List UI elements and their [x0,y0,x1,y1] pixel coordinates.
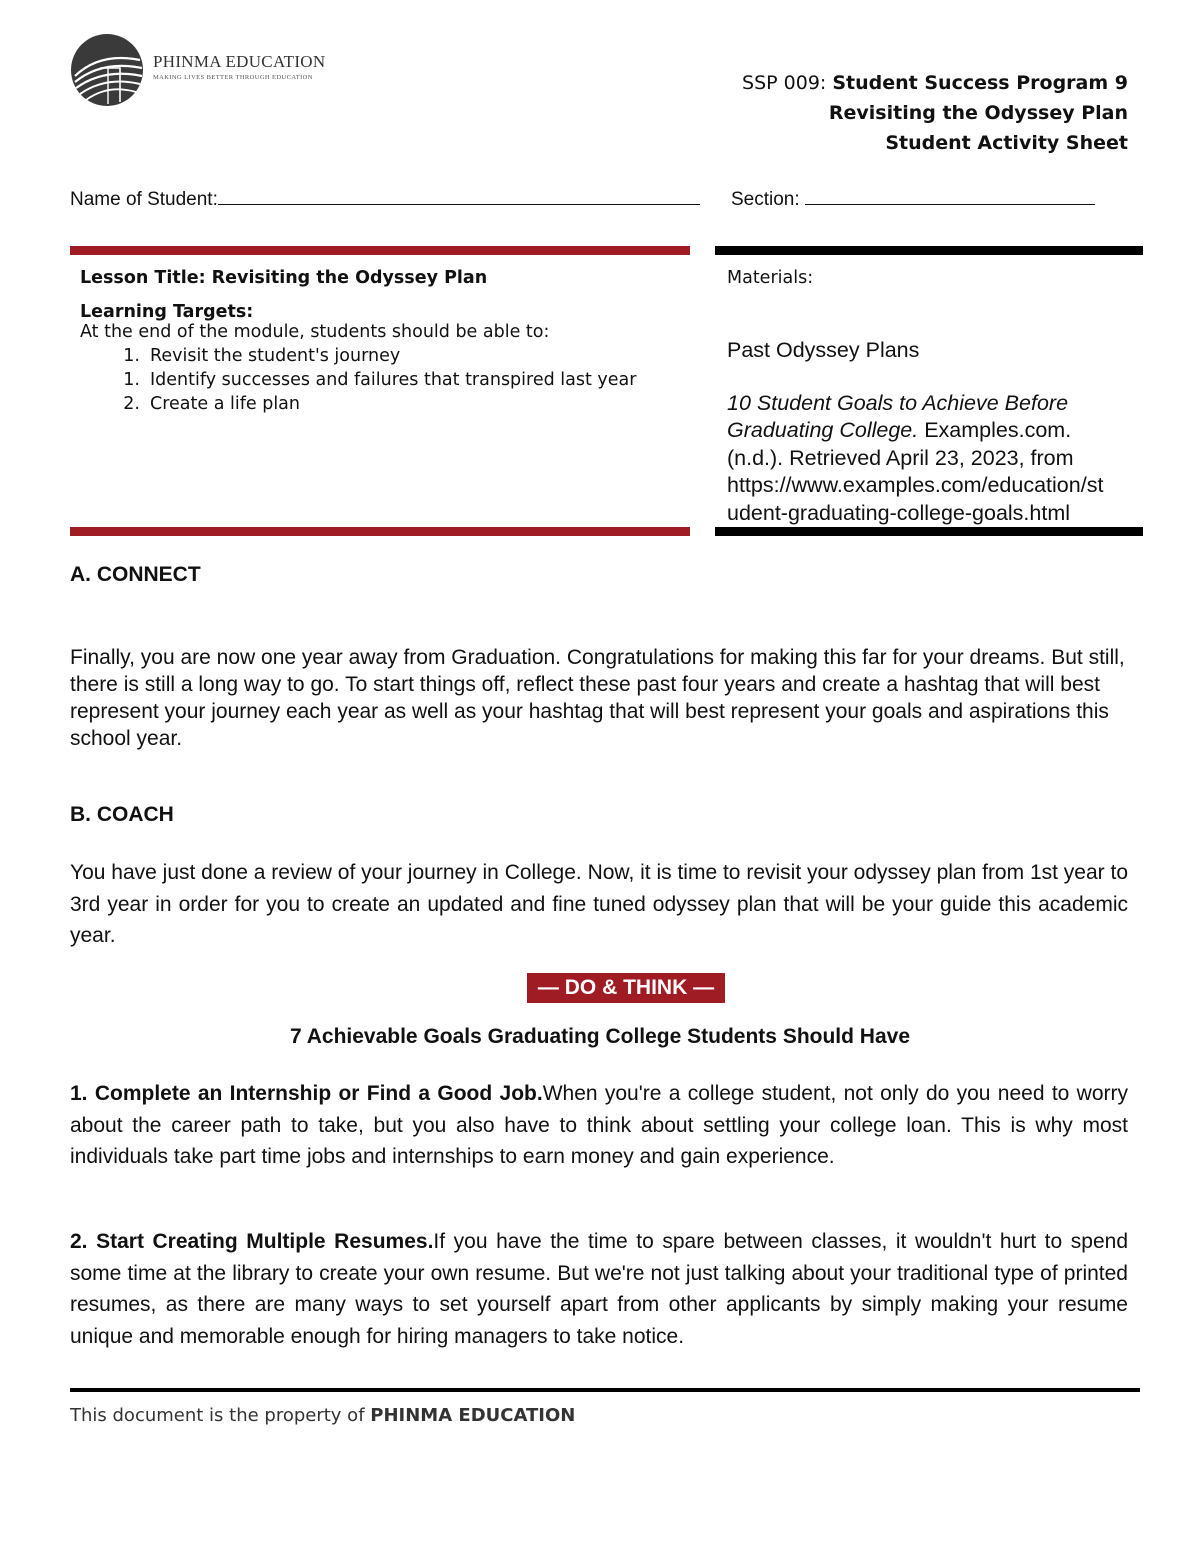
footer-text: This document is the property of PHINMA EDUCATION [70,1405,576,1426]
materials-top-rule [715,246,1143,255]
logo-tagline: MAKING LIVES BETTER THROUGH EDUCATION [153,74,313,81]
do-think-badge: — DO & THINK — [527,973,725,1003]
goal-body: If you have the time to spare between classes, it wouldn't hurt to spend some time at the library to create your own resume. But we're not just talking about your traditional type of printed resumes, as there are many ways to set yourself apart from other applicants by simply making your resume unique and memorable enough for hiring managers to take notice. [70,1230,1128,1348]
name-label: Name of Student: [70,189,218,210]
goal-body: When you're a college student, not only do you need to worry about the career path to take, but you also have to think about settling your college loan. This is why most individuals take part time jobs and internships to earn money and gain experience. [70,1082,1128,1168]
materials-reference: 10 Student Goals to Achieve Before Graduating College. Examples.com. (n.d.). Retrieved April 23, 2023, from https://www.examples.com/education/st udent-graduating-college-goals.html [727,390,1104,525]
footer-owner: PHINMA EDUCATION [370,1405,576,1426]
list-item: 1. Identify successes and failures that transpired last year [123,370,637,390]
course-code: SSP 009: [742,72,833,94]
targets-label: Learning Targets: [80,302,254,322]
list-item: 2. Create a life plan [123,394,300,414]
targets-list [80,344,690,416]
targets-intro: At the end of the module, students should be able to: [80,322,550,342]
sheet-type: Student Activity Sheet [885,132,1128,154]
connect-heading: A. CONNECT [70,563,201,586]
goal-heading: 1. Complete an Internship or Find a Good Job. [70,1082,543,1105]
name-field[interactable] [70,188,700,211]
reference-link[interactable]: udent-graduating-college-goals.html [727,500,1071,525]
footer-rule [70,1388,1140,1392]
course-line [742,72,1128,94]
lesson-header: Revisiting the Odyssey Plan [828,102,1128,124]
course-title: Student Success Program 9 [832,72,1128,94]
section-field[interactable] [731,188,1095,211]
goal-heading: 2. Start Creating Multiple Resumes. [70,1230,434,1253]
lesson-bottom-rule [70,527,690,536]
lesson-box [80,266,690,416]
section-label: Section: [731,189,805,210]
connect-body: Finally, you are now one year away from Graduation. Congratulations for making this far for your dreams. But still, there is still a long way to go. To start things off, reflect these past four years and create a hashtag that will best represent your journey each year as well as your hashtag that will best represent your goals and aspirations this school year. [70,646,1125,750]
materials-label: Materials: [727,268,814,288]
goal-item [70,1078,1128,1173]
coach-heading: B. COACH [70,803,174,826]
logo-name: PHINMA EDUCATION [153,52,326,71]
reference-link[interactable]: https://www.examples.com/education/st [727,473,1104,497]
list-item: 1. Revisit the student's journey [123,346,401,366]
phinma-logo-icon [70,32,330,112]
goal-item [70,1226,1128,1352]
lesson-title: Lesson Title: Revisiting the Odyssey Plan [80,268,488,288]
lesson-top-rule [70,246,690,255]
goals-title: 7 Achievable Goals Graduating College Students Should Have [289,1025,911,1048]
section-blank[interactable] [805,188,1095,205]
materials-bottom-rule [715,527,1143,536]
name-blank[interactable] [218,188,700,205]
materials-list [727,337,1142,527]
coach-body: You have just done a review of your journey in College. Now, it is time to revisit your odyssey plan from 1st year to 3rd year in order for you to create an updated and fine tuned odyssey plan that will be your guide this academic year. [70,861,1128,947]
materials-item: Past Odyssey Plans [727,338,920,362]
